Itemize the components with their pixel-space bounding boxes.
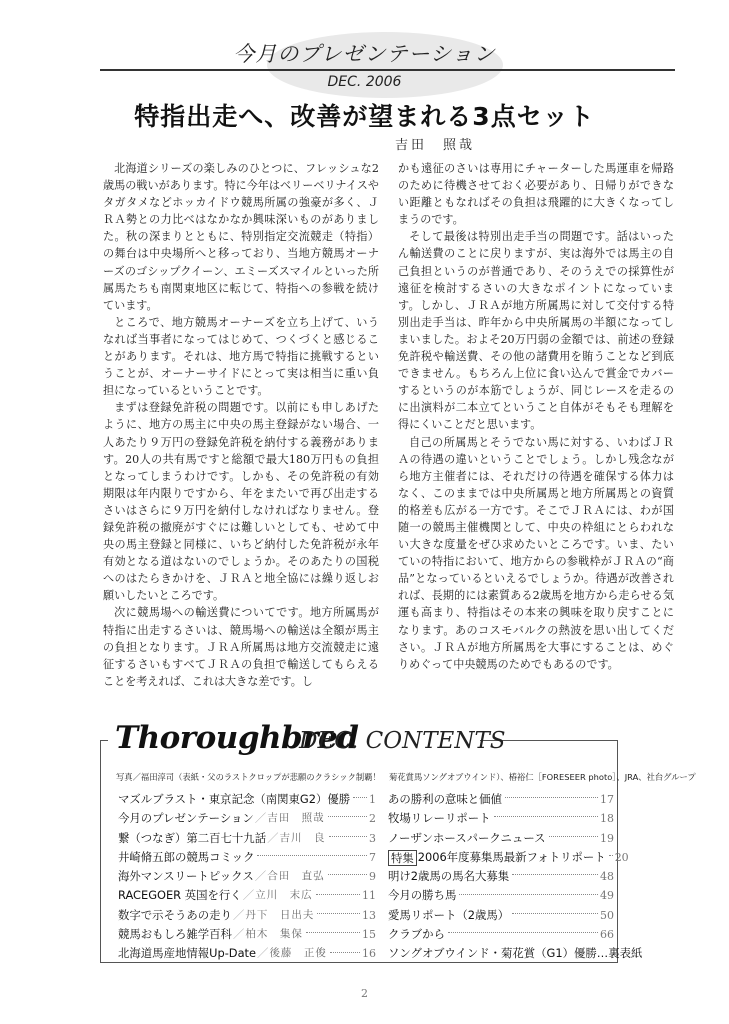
article-author: 吉田 照哉 (395, 138, 476, 153)
paragraph: 次に競馬場への輸送費についてです。地方所属馬が特指に出走するさいは、競馬場への輸送は全額が馬主の負担となります。ＪＲＡ所属馬は地方交流競走に遠征するさいもすべてＪＲＡの負担で輸送してもらえることを考えれば、これは大きな差です。し (103, 606, 379, 688)
toc-entry[interactable] (388, 906, 614, 925)
toc-entry[interactable] (388, 809, 614, 828)
toc-leader (494, 816, 598, 817)
toc-page: 11 (362, 889, 376, 903)
toc-separator: ／ (254, 869, 267, 884)
toc-page: 9 (369, 870, 376, 884)
header-rule (100, 69, 675, 71)
toc-author: 柏木 集保 (245, 928, 303, 941)
toc-separator: ／ (267, 830, 279, 845)
toc-leader (257, 855, 367, 856)
toc-title: 今月のプレゼンテーション (118, 811, 254, 826)
toc-title: マズルブラスト・東京記念（南関東G2）優勝 (118, 792, 351, 806)
toc-author: 丹下 日出夫 (245, 908, 315, 921)
toc-title: クラブから (388, 927, 445, 942)
toc-leader (330, 952, 360, 953)
toc-title: ソングオブウインド・菊花賞（G1）優勝…裏表紙 (388, 946, 643, 961)
toc-separator: ／ (232, 927, 245, 942)
toc-title: 競馬おもしろ雑学百科 (118, 927, 232, 942)
toc-title: 今月の勝ち馬 (388, 888, 457, 903)
toc-entry[interactable] (388, 867, 614, 886)
toc-leader (512, 913, 598, 914)
toc-entry[interactable] (118, 886, 376, 905)
toc-entry[interactable] (118, 809, 376, 828)
magazine-logo: Thoroughbred (115, 720, 359, 756)
toc-page: 13 (362, 908, 376, 922)
toc-page: 49 (600, 889, 614, 903)
toc-title: 海外マンスリートピックス (118, 869, 254, 884)
paragraph: まずは登録免許税の問題です。以前にも申しあげたように、地方の馬主に中央の馬主登録がない場合、一人あたり９万円の登録免許税を納付する義務があります。20人の共有馬ですと総額で最大180万円もの負担となってしまうわけです。しかも、その免許税の有効期限は年内限りですから、年をまたいで再び出走するさいはさらに９万円を納付しなければなりません。登録免許税の撤廃がすぐには難しいとしても、せめて中央の馬主登録と同様に、いちど納付した免許税が永年有効となる道はないのでしょうか。そのあたりの国税へのはたらきかけを、ＪＲＡと地全協には繰り返しお願いしたいところです。 (103, 401, 379, 603)
toc-separator: ／ (257, 946, 269, 961)
toc-leader (329, 836, 368, 837)
toc-title: 明け2歳馬の馬名大募集 (388, 869, 510, 884)
toc-column-right (388, 790, 643, 964)
toc-leader (459, 894, 598, 895)
toc-author: 吉田 照哉 (267, 812, 325, 825)
paragraph: ところで、地方競馬オーナーズを立ち上げて、いうなれば当事者になってはじめて、つくづくと感じることがあります。それは、地方馬で特指に挑戦するということが、オーナーサイドにとって実は相当に重い負担になっているということです。 (103, 315, 379, 398)
toc-entry[interactable] (118, 790, 376, 809)
paragraph: そして最後は特別出走手当の問題です。話はいったん輸送費のことに戻りますが、実は海外では馬主の自己負担というのが普通であり、そのうえでの採算性が遠征を検討するさいの大きなポイントになっています。しかし、ＪＲＡが地方所属馬に対して交付する特別出走手当は、昨年から中央所属馬の半額になってしまいました。およそ20万円弱の金額では、前述の登録免許税や輸送費、その他の諸費用を賄うことなど到底できません。もちろん上位に食い込んで賞金でカバーするというのが本筋でしょうが、同じレースを走るのに出演料が二本立てということ自体がそもそも理解を得にくいことだと思います。 (398, 230, 674, 432)
toc-entry[interactable] (388, 886, 614, 905)
toc-author: 吉川 良 (279, 831, 326, 844)
paragraph: 北海道シリーズの楽しみのひとつに、フレッシュな2歳馬の戦いがあります。特に今年はベリーベリナイスやタガタメなどホッカイドウ競馬所属の強豪が多く、ＪＲＡ勢との力比べはなかなか興味深いものがありました。秋の深まりとともに、特別指定交流競走（特指）の舞台は中央場所へと移っており、当地方競馬オーナーズのゴシップクイーン、エミーズスマイルといった所属馬たちも南関東地区に転じて、特指への参戦を続けています。 (103, 162, 379, 312)
toc-page: 15 (362, 928, 376, 942)
toc-leader (609, 855, 613, 856)
toc-leader (512, 874, 598, 875)
toc-leader (353, 797, 367, 798)
toc-page: 2 (369, 812, 376, 826)
toc-title: 愛馬リポート（2歳馬） (388, 907, 510, 922)
toc-page: 19 (600, 831, 614, 845)
toc-author: 合田 直弘 (267, 870, 325, 883)
toc-entry[interactable] (388, 848, 629, 867)
toc-page: 3 (369, 831, 376, 845)
toc-separator: ／ (232, 907, 245, 922)
toc-title: 繋（つなぎ）第二百七十九話 (118, 830, 267, 845)
toc-title: 数字で示そうあの走り (118, 907, 232, 922)
toc-entry[interactable] (118, 925, 376, 944)
photo-credits: 写真／福田淳司（表紙・父のラストクロップが悲願のクラシック制覇！ 菊花賞馬ソングオブウインド）、椿裕仁［FORESEER photo］、JRA、社台グループ (116, 772, 696, 782)
toc-page: 7 (369, 850, 376, 864)
series-title: 今月のプレゼンテーション (233, 42, 496, 66)
toc-title: 牧場リレーリポート (388, 811, 491, 826)
toc-entry[interactable] (118, 829, 376, 848)
toc-leader (549, 836, 598, 837)
paragraph: かも遠征のさいは専用にチャーターした馬運車を帰路のために待機させておく必要があり、日帰りができない距離ともなればその負担は飛躍的に大きくなってしまうのです。 (398, 162, 674, 227)
issue-date: DEC. 2006 (327, 74, 402, 90)
toc-page: 50 (600, 908, 614, 922)
toc-page: 66 (600, 928, 614, 942)
contents-title: DEC. CONTENTS (299, 728, 506, 754)
toc-leader (328, 816, 367, 817)
toc-title: 井崎脩五郎の競馬コミック (118, 849, 255, 864)
toc-title: 2006年度募集馬最新フォトリポート (417, 849, 606, 864)
article-column-left (103, 160, 379, 690)
toc-entry[interactable] (118, 906, 376, 925)
toc-entry[interactable] (118, 848, 376, 867)
toc-page: 18 (600, 812, 614, 826)
toc-title: RACEGOER 英国を行く (118, 888, 242, 903)
toc-entry[interactable] (118, 867, 376, 886)
toc-entry[interactable] (388, 790, 614, 809)
toc-author: 後藤 正俊 (269, 947, 327, 960)
toc-leader (328, 874, 367, 875)
toc-page: 16 (362, 947, 376, 961)
toc-leader (505, 797, 598, 798)
page-number: 2 (361, 987, 368, 1000)
article-column-right (398, 160, 674, 673)
toc-leader (316, 894, 360, 895)
toc-separator: ／ (242, 888, 255, 903)
toc-leader (317, 913, 360, 914)
toc-page: 48 (600, 870, 614, 884)
toc-title: 北海道馬産地情報Up-Date (118, 946, 257, 961)
toc-title: ノーザンホースパークニュース (388, 830, 546, 845)
toc-page: 17 (600, 793, 614, 806)
toc-entry[interactable] (388, 925, 614, 944)
paragraph: 自己の所属馬とそうでない馬に対する、いわばＪＲＡの待遇の違いということでしょう。しかし残念ながら地方主催者には、それだけの待遇を確保する体力はなく、このままでは中央所属馬と地方所属馬との資質的格差も広がる一方です。そこでＪＲＡには、わが国随一の競馬主催機関として、中央の枠組にとらわれない大きな度量をぜひ求めたいところです。いま、たいていの特指において、地方からの参戦枠がＪＲＡの“商品”となっているといえるでしょうか。待遇が改善されれば、長期的には素質ある2歳馬を地方から走らせる気運も高まり、特指はその本来の興味を取り戻すことになります。あのコスモバルクの熱波を思い出してください。ＪＲＡが地方所属馬を大事にすることは、めぐりめぐって中央競馬のためでもあるのです。 (398, 435, 674, 671)
toc-column-left (118, 790, 376, 964)
toc-entry[interactable] (118, 944, 376, 963)
toc-page: 1 (369, 793, 376, 806)
article-headline: 特指出走へ、改善が望まれる3点セット (134, 102, 595, 131)
toc-entry[interactable] (388, 829, 614, 848)
toc-entry[interactable] (388, 944, 643, 963)
feature-tag: 特集 (388, 850, 417, 866)
toc-separator: ／ (254, 811, 267, 826)
toc-leader (448, 932, 598, 933)
toc-title: あの勝利の意味と価値 (388, 792, 502, 806)
toc-author: 立川 末広 (255, 889, 313, 902)
toc-leader (306, 932, 360, 933)
toc-page: 20 (614, 850, 629, 864)
